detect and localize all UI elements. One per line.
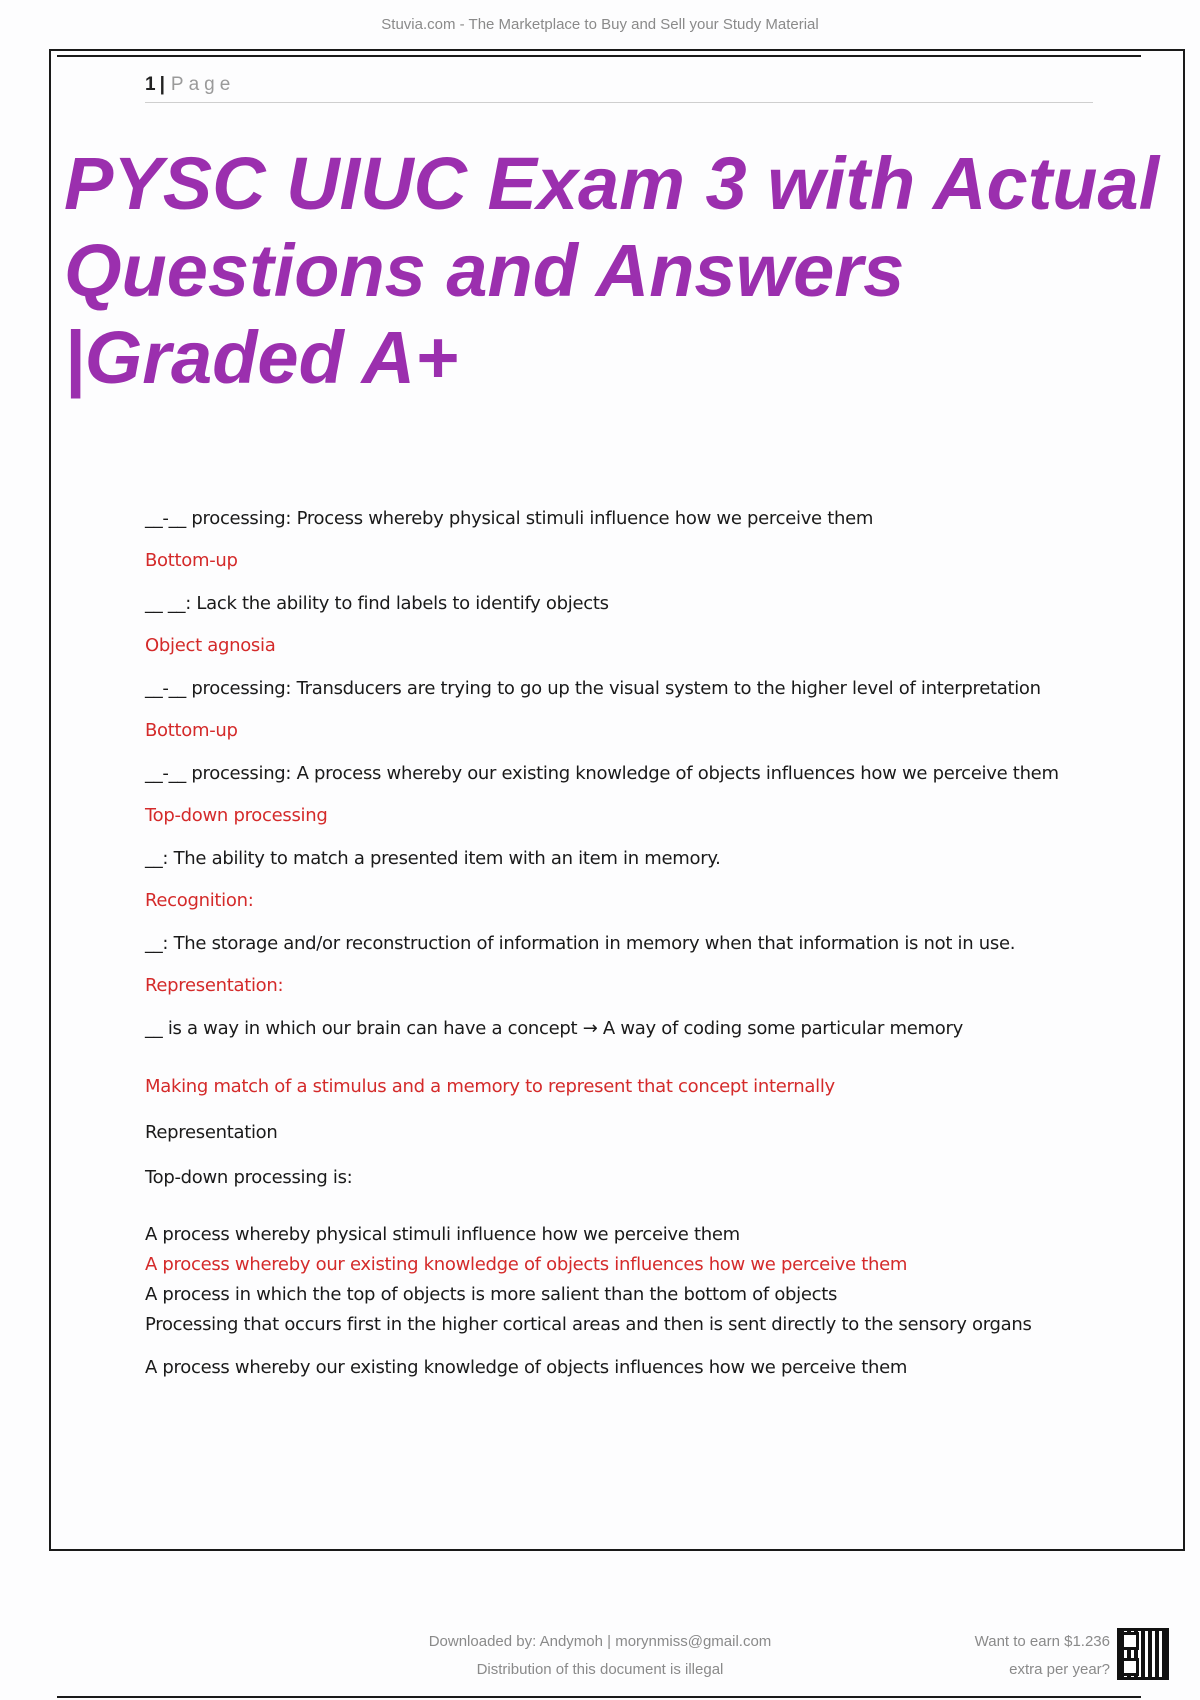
mcq-option-2: A process whereby our existing knowledge of objects influences how we perceive them: [145, 1254, 908, 1275]
mcq-option-3: A process in which the top of objects is more salient than the bottom of objects: [145, 1284, 838, 1305]
downloaded-by: Downloaded by: Andymoh | morynmiss@gmail.com: [428, 1633, 772, 1650]
promo-line-1: Want to earn $1.236: [974, 1633, 1110, 1650]
question-3: __-__ processing: Transducers are trying to go up the visual system to the higher level of interpretation: [145, 678, 1041, 699]
answer-6: Representation:: [145, 975, 284, 996]
question-6: __: The storage and/or reconstruction of information in memory when that information is not in use.: [145, 933, 1016, 954]
qa-content: [145, 505, 1095, 1382]
site-banner: Stuvia.com - The Marketplace to Buy and Sell your Study Material: [381, 16, 819, 33]
mcq-answer: A process whereby our existing knowledge of objects influences how we perceive them: [145, 1357, 908, 1378]
distribution-notice: Distribution of this document is illegal: [476, 1661, 724, 1678]
page-header: [145, 74, 1093, 103]
document-title: PYSC UIUC Exam 3 with Actual Questions and Answers |Graded A+: [64, 142, 1160, 399]
answer-3: Bottom-up: [145, 720, 238, 741]
mcq-option-1: A process whereby physical stimuli influence how we perceive them: [145, 1224, 740, 1245]
footer-download-info: [340, 1628, 860, 1684]
answer-4: Top-down processing: [145, 805, 328, 826]
promo-line-2: extra per year?: [1009, 1661, 1110, 1678]
bottom-rule: [57, 1696, 1141, 1698]
page-number: 1: [145, 74, 156, 95]
page-separator: |: [159, 74, 165, 95]
question-4: __-__ processing: A process whereby our existing knowledge of objects influences how we perceive them: [145, 763, 1059, 784]
page-label: Page: [170, 74, 236, 95]
footer-promo[interactable]: [890, 1628, 1110, 1684]
question-7: __ is a way in which our brain can have a concept → A way of coding some particular memory: [145, 1018, 963, 1039]
answer-5: Recognition:: [145, 890, 254, 911]
mcq-option-4: Processing that occurs first in the higher cortical areas and then is sent directly to the sensory organs: [145, 1314, 1032, 1335]
answer-2: Object agnosia: [145, 635, 276, 656]
question-1: __-__ processing: Process whereby physical stimuli influence how we perceive them: [145, 508, 874, 529]
answer-7: Making match of a stimulus and a memory to represent that concept internally: [145, 1076, 835, 1097]
top-rule: [57, 55, 1141, 57]
trailing-answer: Representation: [145, 1122, 278, 1143]
mcq-question: Top-down processing is:: [145, 1167, 353, 1188]
qr-code-icon[interactable]: [1117, 1628, 1169, 1680]
answer-1: Bottom-up: [145, 550, 238, 571]
question-2: __ __: Lack the ability to find labels to identify objects: [145, 593, 609, 614]
question-5: __: The ability to match a presented item with an item in memory.: [145, 848, 721, 869]
